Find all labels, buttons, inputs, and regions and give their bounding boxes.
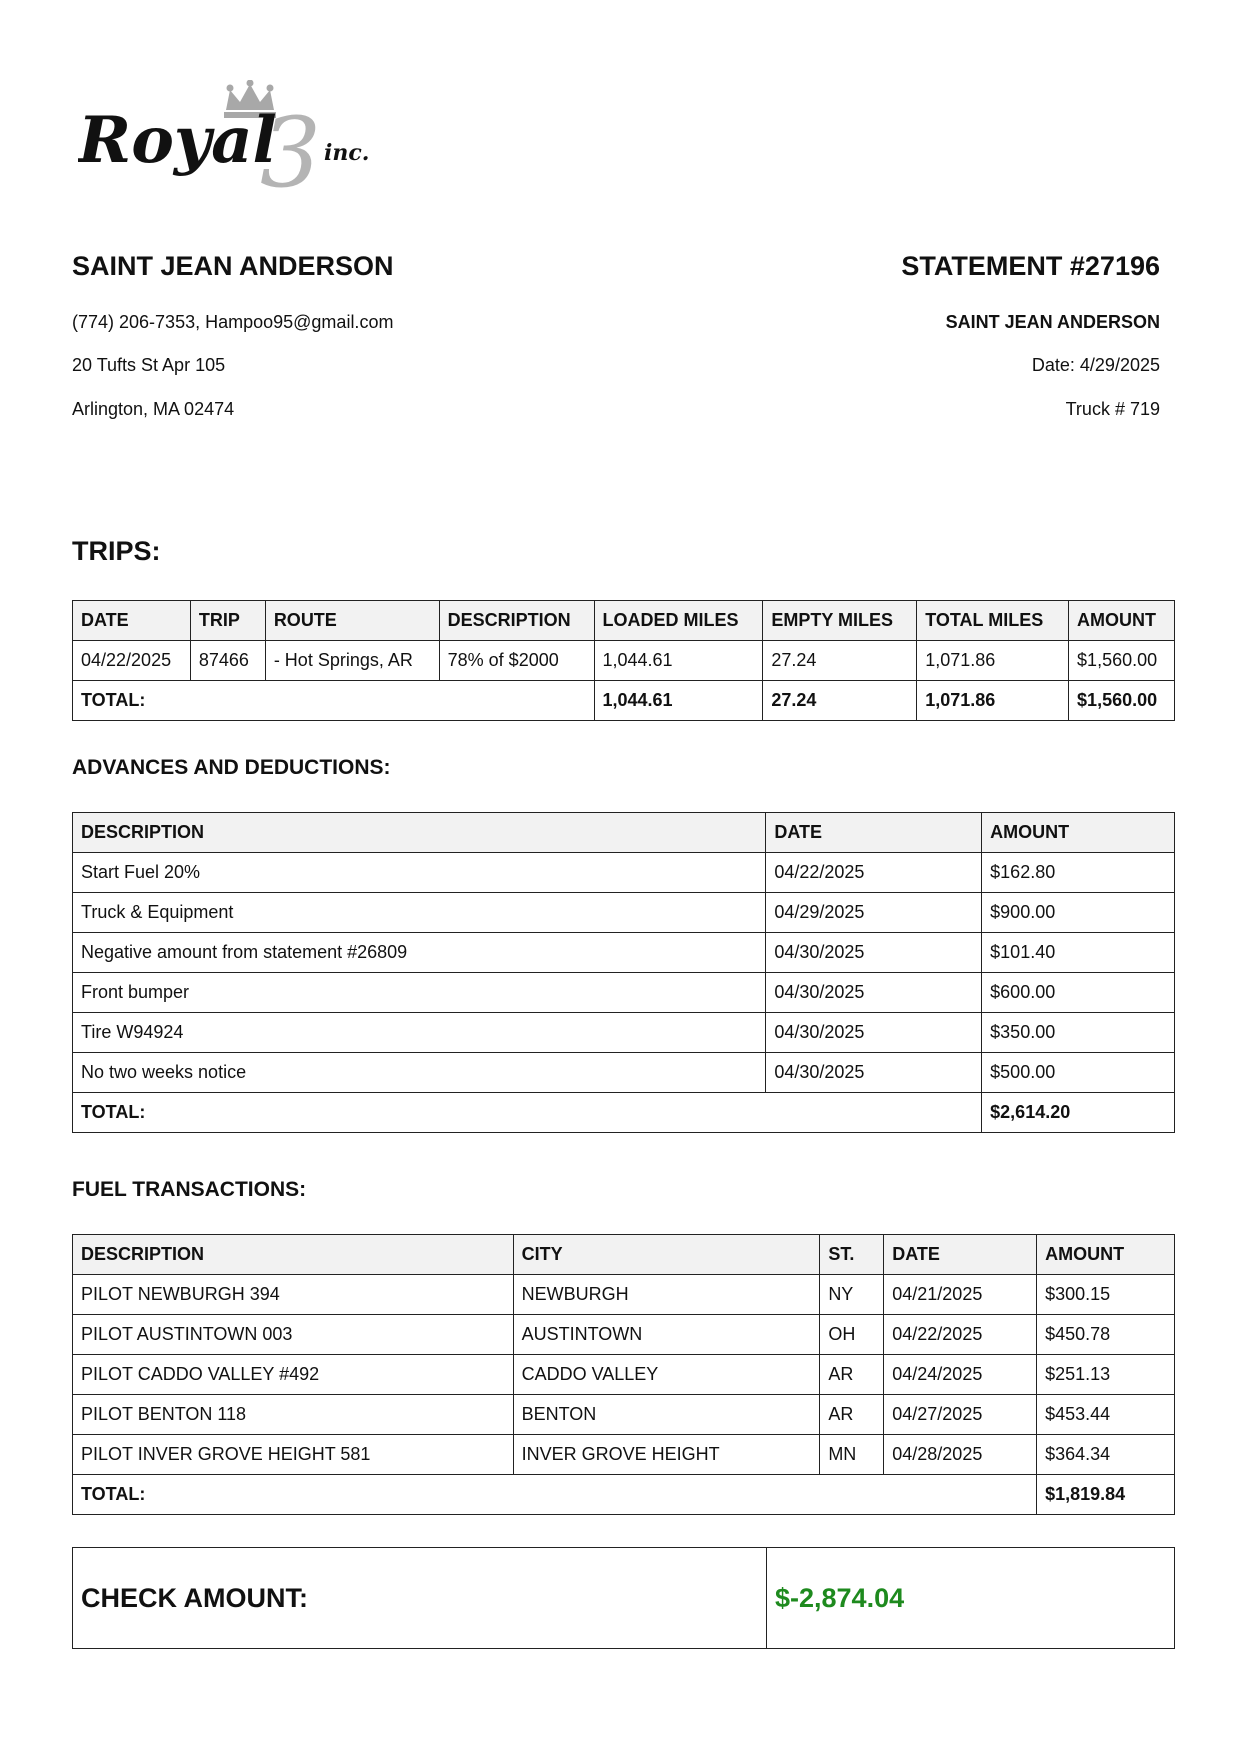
logo-wordmark: Royal xyxy=(78,103,277,178)
cell: NY xyxy=(820,1275,884,1315)
col-loaded-miles: LOADED MILES xyxy=(594,601,763,641)
fuel-heading: FUEL TRANSACTIONS: xyxy=(72,1178,307,1201)
cell: PILOT CADDO VALLEY #492 xyxy=(73,1355,514,1395)
cell: $364.34 xyxy=(1037,1435,1175,1475)
total-label: TOTAL: xyxy=(73,1475,1037,1515)
col-route: ROUTE xyxy=(265,601,439,641)
table-row xyxy=(73,893,1175,933)
cell: No two weeks notice xyxy=(73,1053,766,1093)
cell: $600.00 xyxy=(982,973,1175,1013)
total-label: TOTAL: xyxy=(73,681,595,721)
cell: $300.15 xyxy=(1037,1275,1175,1315)
cell: 04/27/2025 xyxy=(884,1395,1037,1435)
deductions-table xyxy=(72,812,1175,1133)
cell: MN xyxy=(820,1435,884,1475)
driver-address-line1: 20 Tufts St Apr 105 xyxy=(72,355,226,375)
logo-suffix: inc. xyxy=(324,140,370,166)
cell: 04/22/2025 xyxy=(884,1315,1037,1355)
table-row xyxy=(73,973,1175,1013)
cell: 04/30/2025 xyxy=(766,1013,982,1053)
check-amount-box xyxy=(72,1547,1175,1649)
table-row xyxy=(73,1275,1175,1315)
cell: Truck & Equipment xyxy=(73,893,766,933)
total-amount: $1,560.00 xyxy=(1069,681,1175,721)
cell: BENTON xyxy=(513,1395,820,1435)
col-date: DATE xyxy=(73,601,191,641)
table-row xyxy=(73,853,1175,893)
cell: 04/21/2025 xyxy=(884,1275,1037,1315)
cell: 04/30/2025 xyxy=(766,973,982,1013)
cell: PILOT BENTON 118 xyxy=(73,1395,514,1435)
driver-contact: (774) 206-7353, Hampoo95@gmail.com xyxy=(72,312,394,332)
cell: 04/30/2025 xyxy=(766,1053,982,1093)
cell: $900.00 xyxy=(982,893,1175,933)
col-amount: AMOUNT xyxy=(1037,1235,1175,1275)
table-row xyxy=(73,1435,1175,1475)
cell: OH xyxy=(820,1315,884,1355)
col-amount: AMOUNT xyxy=(982,813,1175,853)
cell: Negative amount from statement #26809 xyxy=(73,933,766,973)
cell: 04/28/2025 xyxy=(884,1435,1037,1475)
col-date: DATE xyxy=(884,1235,1037,1275)
cell: AR xyxy=(820,1355,884,1395)
table-row xyxy=(73,933,1175,973)
trips-table xyxy=(72,600,1175,721)
truck-number: Truck # 719 xyxy=(1065,399,1160,419)
trips-heading: TRIPS: xyxy=(72,536,161,566)
statement-date: Date: 4/29/2025 xyxy=(1031,355,1160,375)
cell: $251.13 xyxy=(1037,1355,1175,1395)
cell: $500.00 xyxy=(982,1053,1175,1093)
cell: Front bumper xyxy=(73,973,766,1013)
total-label: TOTAL: xyxy=(73,1093,982,1133)
cell: PILOT NEWBURGH 394 xyxy=(73,1275,514,1315)
cell: PILOT AUSTINTOWN 003 xyxy=(73,1315,514,1355)
fuel-table xyxy=(72,1234,1175,1515)
col-state: ST. xyxy=(820,1235,884,1275)
col-description: DESCRIPTION xyxy=(73,1235,514,1275)
driver-address-line2: Arlington, MA 02474 xyxy=(72,399,235,419)
col-description: DESCRIPTION xyxy=(73,813,766,853)
check-amount-row xyxy=(73,1548,1175,1649)
cell: AR xyxy=(820,1395,884,1435)
total-empty-miles: 27.24 xyxy=(763,681,917,721)
cell: $350.00 xyxy=(982,1013,1175,1053)
cell: $101.40 xyxy=(982,933,1175,973)
deductions-total-row xyxy=(73,1093,1175,1133)
col-total-miles: TOTAL MILES xyxy=(917,601,1069,641)
cell: $162.80 xyxy=(982,853,1175,893)
table-row xyxy=(73,641,1175,681)
col-date: DATE xyxy=(766,813,982,853)
col-empty-miles: EMPTY MILES xyxy=(763,601,917,641)
cell: $453.44 xyxy=(1037,1395,1175,1435)
total-amount: $1,819.84 xyxy=(1037,1475,1175,1515)
deductions-heading: ADVANCES AND DEDUCTIONS: xyxy=(72,756,391,779)
cell: 87466 xyxy=(190,641,265,681)
cell: 04/22/2025 xyxy=(73,641,191,681)
cell: $450.78 xyxy=(1037,1315,1175,1355)
cell: 04/22/2025 xyxy=(766,853,982,893)
statement-recipient: SAINT JEAN ANDERSON xyxy=(945,312,1160,332)
logo-numeral: 3 xyxy=(260,97,322,192)
cell: $1,560.00 xyxy=(1069,641,1175,681)
cell: 78% of $2000 xyxy=(439,641,594,681)
fuel-header-row xyxy=(73,1235,1175,1275)
check-amount-value: $-2,874.04 xyxy=(767,1548,1175,1649)
driver-name: SAINT JEAN ANDERSON xyxy=(72,251,394,281)
statement-title: STATEMENT #27196 xyxy=(901,251,1160,281)
cell: AUSTINTOWN xyxy=(513,1315,820,1355)
deductions-header-row xyxy=(73,813,1175,853)
cell: INVER GROVE HEIGHT xyxy=(513,1435,820,1475)
cell: 04/24/2025 xyxy=(884,1355,1037,1395)
cell: 1,071.86 xyxy=(917,641,1069,681)
table-row xyxy=(73,1395,1175,1435)
col-amount: AMOUNT xyxy=(1069,601,1175,641)
total-amount: $2,614.20 xyxy=(982,1093,1175,1133)
total-miles: 1,071.86 xyxy=(917,681,1069,721)
table-row xyxy=(73,1053,1175,1093)
fuel-total-row xyxy=(73,1475,1175,1515)
cell: CADDO VALLEY xyxy=(513,1355,820,1395)
table-row xyxy=(73,1355,1175,1395)
trips-total-row xyxy=(73,681,1175,721)
cell: - Hot Springs, AR xyxy=(265,641,439,681)
cell: Start Fuel 20% xyxy=(73,853,766,893)
col-trip: TRIP xyxy=(190,601,265,641)
trips-header-row xyxy=(73,601,1175,641)
company-logo xyxy=(78,80,398,192)
table-row xyxy=(73,1315,1175,1355)
col-description: DESCRIPTION xyxy=(439,601,594,641)
check-amount-label: CHECK AMOUNT: xyxy=(73,1548,767,1649)
cell: 04/29/2025 xyxy=(766,893,982,933)
cell: PILOT INVER GROVE HEIGHT 581 xyxy=(73,1435,514,1475)
cell: 27.24 xyxy=(763,641,917,681)
col-city: CITY xyxy=(513,1235,820,1275)
cell: 1,044.61 xyxy=(594,641,763,681)
cell: 04/30/2025 xyxy=(766,933,982,973)
total-loaded-miles: 1,044.61 xyxy=(594,681,763,721)
table-row xyxy=(73,1013,1175,1053)
cell: Tire W94924 xyxy=(73,1013,766,1053)
cell: NEWBURGH xyxy=(513,1275,820,1315)
